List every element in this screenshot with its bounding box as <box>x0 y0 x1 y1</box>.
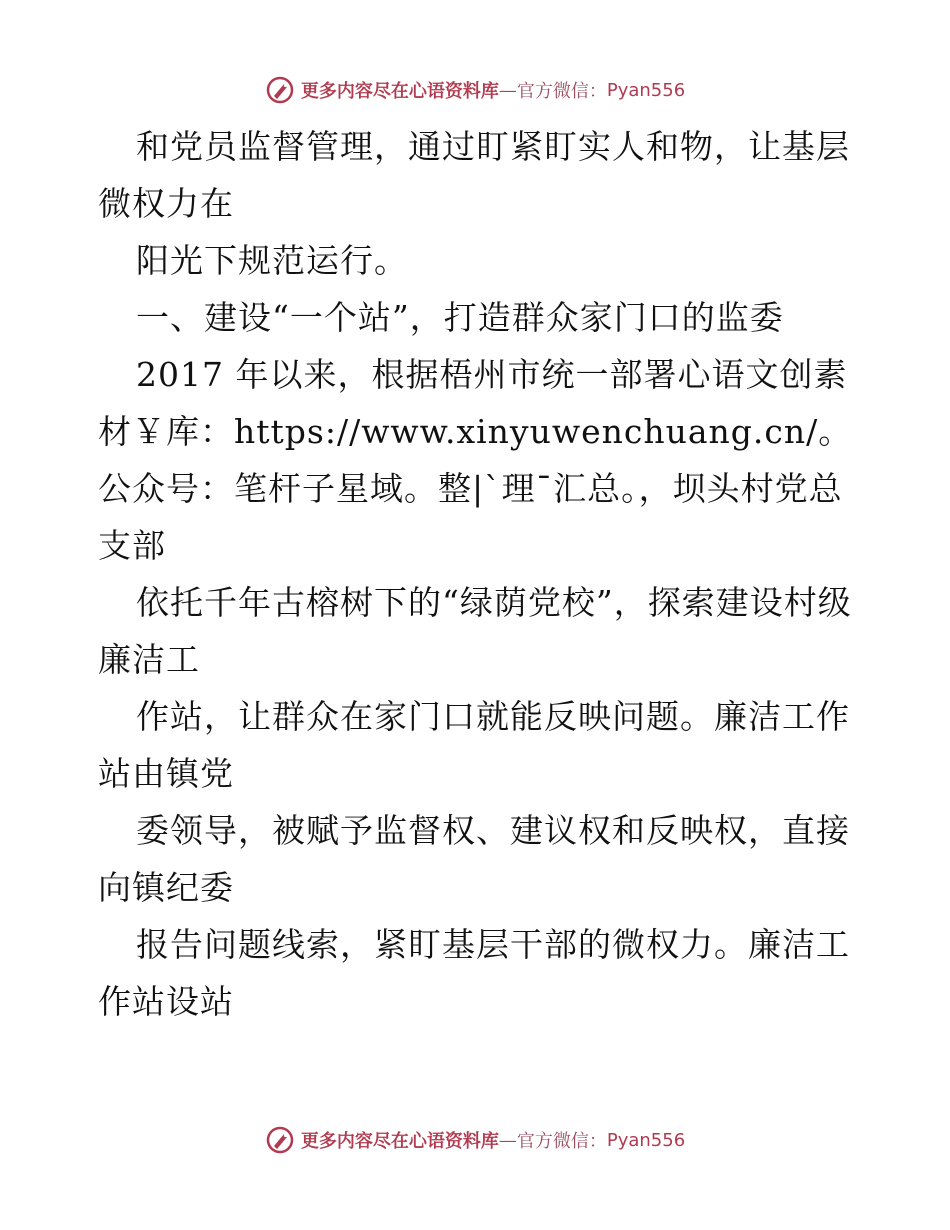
wechat-label: 官方微信： <box>516 81 607 102</box>
page-footer <box>0 1122 950 1158</box>
paragraph: 委领导，被赋予监督权、建议权和反映权，直接向镇纪委 <box>98 811 850 907</box>
wechat-label: 官方微信： <box>516 1131 607 1152</box>
document-body <box>98 118 858 1030</box>
paragraph: 阳光下规范运行。 <box>136 241 408 280</box>
paragraph: 和党员监督管理，通过盯紧盯实人和物，让基层微权力在 <box>98 127 850 223</box>
pen-nib-seal-icon <box>265 1125 295 1155</box>
section-heading: 一、建设“一个站”，打造群众家门口的监委 <box>136 298 784 337</box>
pen-nib-seal-icon <box>265 75 295 105</box>
paragraph: 作站，让群众在家门口就能反映问题。廉洁工作站由镇党 <box>98 697 850 793</box>
paragraph: 2017 年以来，根据梧州市统一部署心语文创素材￥库：https://www.xinyuwenchuang.cn/。公众号：笔杆子星域。整|`理¯汇总。，坝头村党总支部 <box>98 355 853 565</box>
brand-separator: — <box>498 1129 517 1151</box>
brand-separator: — <box>498 79 517 101</box>
wechat-id: Pyan556 <box>606 1129 686 1151</box>
paragraph: 依托千年古榕树下的“绿荫党校”，探索建设村级廉洁工 <box>98 583 852 679</box>
brand-text: 更多内容尽在心语资料库 <box>300 1131 499 1152</box>
page-header <box>0 72 950 108</box>
brand-text: 更多内容尽在心语资料库 <box>300 81 499 102</box>
paragraph: 报告问题线索，紧盯基层干部的微权力。廉洁工作站设站 <box>98 925 850 1021</box>
wechat-id: Pyan556 <box>606 79 686 101</box>
